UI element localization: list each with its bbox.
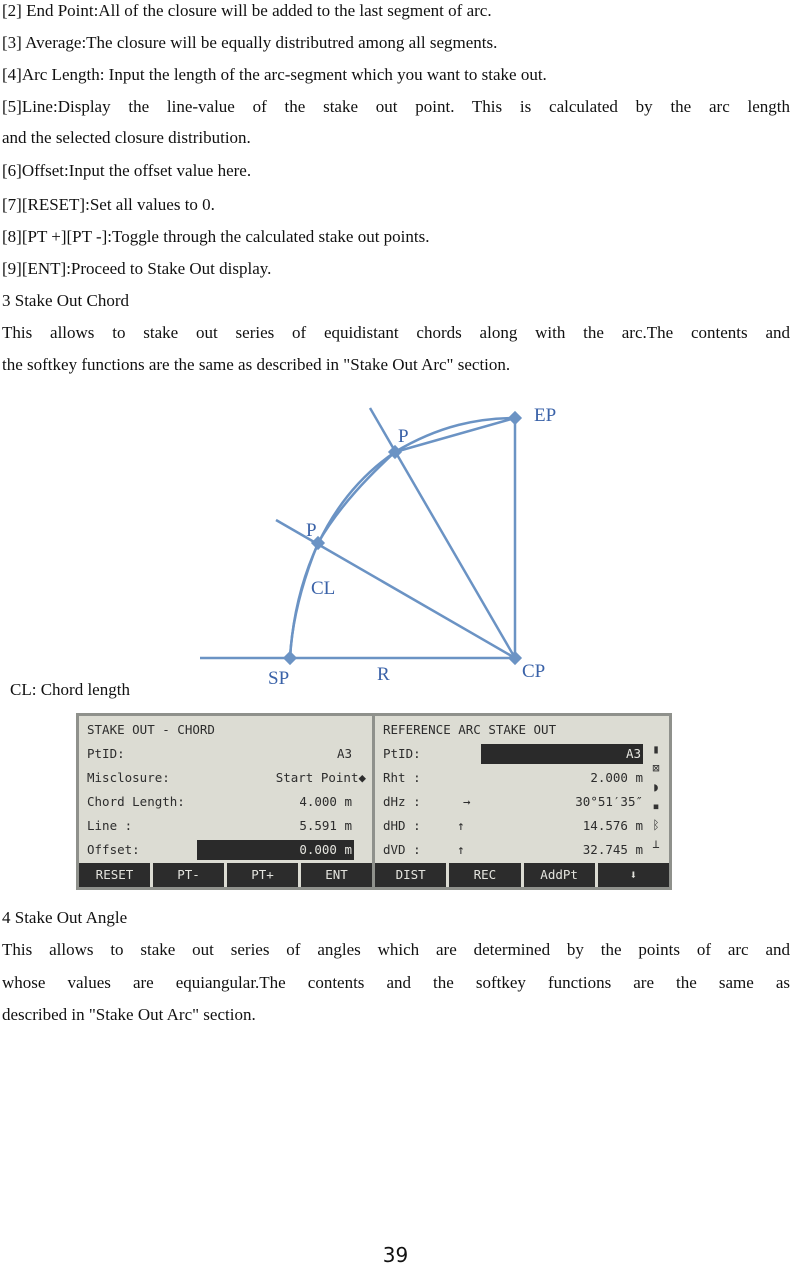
screen-reference-arc-stake-out bbox=[375, 716, 669, 887]
offset-input[interactable]: 0.000 m bbox=[197, 840, 354, 860]
offset-row bbox=[87, 840, 366, 860]
line-text-line1: [5]Line:Display the line-value of the stake out point. This is calculated by the arc length bbox=[2, 97, 790, 116]
addpt-softkey[interactable]: AddPt bbox=[524, 863, 595, 887]
section-heading-angle: 4 Stake Out Angle bbox=[2, 908, 128, 927]
diagram-caption: CL: Chord length bbox=[10, 680, 130, 699]
dvd-row bbox=[383, 840, 643, 860]
offset-label: Offset: bbox=[87, 842, 140, 857]
ptid-row bbox=[87, 744, 366, 764]
ent-softkey[interactable]: ENT bbox=[301, 863, 372, 887]
point-marker-sp bbox=[283, 651, 297, 665]
closure-end-point-text: [2] End Point:All of the closure will be added to the last segment of arc. bbox=[2, 1, 492, 20]
dhz-row bbox=[383, 792, 643, 812]
label-upper-p: P bbox=[398, 426, 409, 447]
label-cl: CL bbox=[311, 578, 336, 599]
screen-title: STAKE OUT - CHORD bbox=[87, 722, 215, 737]
right-arrow-icon: → bbox=[463, 794, 471, 809]
misclosure-select[interactable]: Start Point◆ bbox=[275, 770, 366, 785]
prism-icon: ◗ bbox=[652, 780, 660, 794]
closure-average-text: [3] Average:The closure will be equally distributred among all segments. bbox=[2, 33, 498, 52]
chord-length-input[interactable]: 4.000 m bbox=[299, 794, 352, 809]
angle-description-line3: described in "Stake Out Arc" section. bbox=[2, 1005, 256, 1024]
laser-icon: ▪ bbox=[652, 799, 660, 813]
label-ep: EP bbox=[534, 405, 557, 426]
page-down-softkey[interactable]: ⬇ bbox=[598, 863, 669, 887]
ptid-value[interactable]: A3 bbox=[336, 746, 352, 761]
dist-softkey[interactable]: DIST bbox=[375, 863, 446, 887]
dhz-label: dHz : bbox=[383, 794, 421, 809]
status-icons bbox=[647, 740, 665, 854]
misclosure-label: Misclosure: bbox=[87, 770, 170, 785]
page-number: 39 bbox=[382, 1243, 409, 1267]
arc-length-text: [4]Arc Length: Input the length of the arc-segment which you want to stake out. bbox=[2, 65, 547, 84]
ent-text: [9][ENT]:Proceed to Stake Out display. bbox=[2, 259, 272, 278]
pt-toggle-text: [8][PT +][PT -]:Toggle through the calculated stake out points. bbox=[2, 227, 430, 246]
angle-description-line2: whose values are equiangular.The contents and the softkey functions are the same as bbox=[2, 973, 790, 992]
rec-softkey[interactable]: REC bbox=[449, 863, 520, 887]
line-value: 5.591 m bbox=[299, 818, 352, 833]
chord-description-line2: the softkey functions are the same as described in "Stake Out Arc" section. bbox=[2, 355, 511, 374]
line-row bbox=[87, 816, 366, 836]
instrument-screenshots bbox=[76, 713, 672, 890]
rht-row bbox=[383, 768, 643, 788]
point-marker-cp bbox=[508, 651, 522, 665]
softkey-bar bbox=[79, 863, 372, 887]
chord-description-line1: This allows to stake out series of equidistant chords along with the arc.The contents and bbox=[2, 323, 790, 342]
bluetooth-icon: ᛒ bbox=[652, 818, 660, 832]
section-heading-chord: 3 Stake Out Chord bbox=[2, 291, 130, 310]
chord-lower-p-to-upper-p bbox=[318, 452, 395, 543]
angle-description-line1: This allows to stake out series of angles which are determined by the points of arc and bbox=[2, 940, 790, 959]
label-r: R bbox=[377, 664, 390, 685]
chord-upper-p-to-ep bbox=[395, 418, 515, 452]
line-label: Line : bbox=[87, 818, 133, 833]
chord-diagram bbox=[0, 395, 791, 700]
line-text-line2: and the selected closure distribution. bbox=[2, 128, 251, 147]
softkey-bar bbox=[375, 863, 669, 887]
screen-stake-out-chord bbox=[79, 716, 372, 887]
dhd-value: 14.576 m bbox=[582, 818, 643, 833]
point-marker-ep bbox=[508, 411, 522, 425]
dhz-value: 30°51′35″ bbox=[575, 794, 643, 809]
rht-label: Rht : bbox=[383, 770, 421, 785]
dhd-row bbox=[383, 816, 643, 836]
dvd-label: dVD : bbox=[383, 842, 421, 857]
chord-length-row bbox=[87, 792, 366, 812]
ptid-row bbox=[383, 744, 643, 764]
dhd-label: dHD : bbox=[383, 818, 421, 833]
ptid-label: PtID: bbox=[383, 746, 421, 761]
label-cp: CP bbox=[522, 661, 546, 682]
battery-icon: ▮ bbox=[652, 742, 660, 756]
chord-length-label: Chord Length: bbox=[87, 794, 185, 809]
screen-title: REFERENCE ARC STAKE OUT bbox=[383, 722, 557, 737]
up-arrow-icon: ↑ bbox=[457, 842, 465, 857]
offset-text: [6]Offset:Input the offset value here. bbox=[2, 161, 252, 180]
dvd-value: 32.745 m bbox=[582, 842, 643, 857]
misclosure-row bbox=[87, 768, 366, 788]
pt-plus-softkey[interactable]: PT+ bbox=[227, 863, 298, 887]
label-sp: SP bbox=[268, 668, 290, 689]
reset-softkey[interactable]: RESET bbox=[79, 863, 150, 887]
up-arrow-icon: ↑ bbox=[457, 818, 465, 833]
label-lower-p: P bbox=[306, 520, 317, 541]
chord-sp-to-lower-p bbox=[290, 543, 318, 658]
ptid-label: PtID: bbox=[87, 746, 125, 761]
pt-minus-softkey[interactable]: PT- bbox=[153, 863, 224, 887]
reset-text: [7][RESET]:Set all values to 0. bbox=[2, 195, 215, 214]
arc-curve bbox=[290, 418, 515, 658]
ptid-input[interactable]: A3 bbox=[481, 744, 643, 764]
height-icon: ⊥ bbox=[652, 837, 660, 851]
line-cp-to-upper-p bbox=[370, 408, 515, 658]
rht-value: 2.000 m bbox=[590, 770, 643, 785]
compensator-icon: ⊠ bbox=[652, 761, 660, 775]
